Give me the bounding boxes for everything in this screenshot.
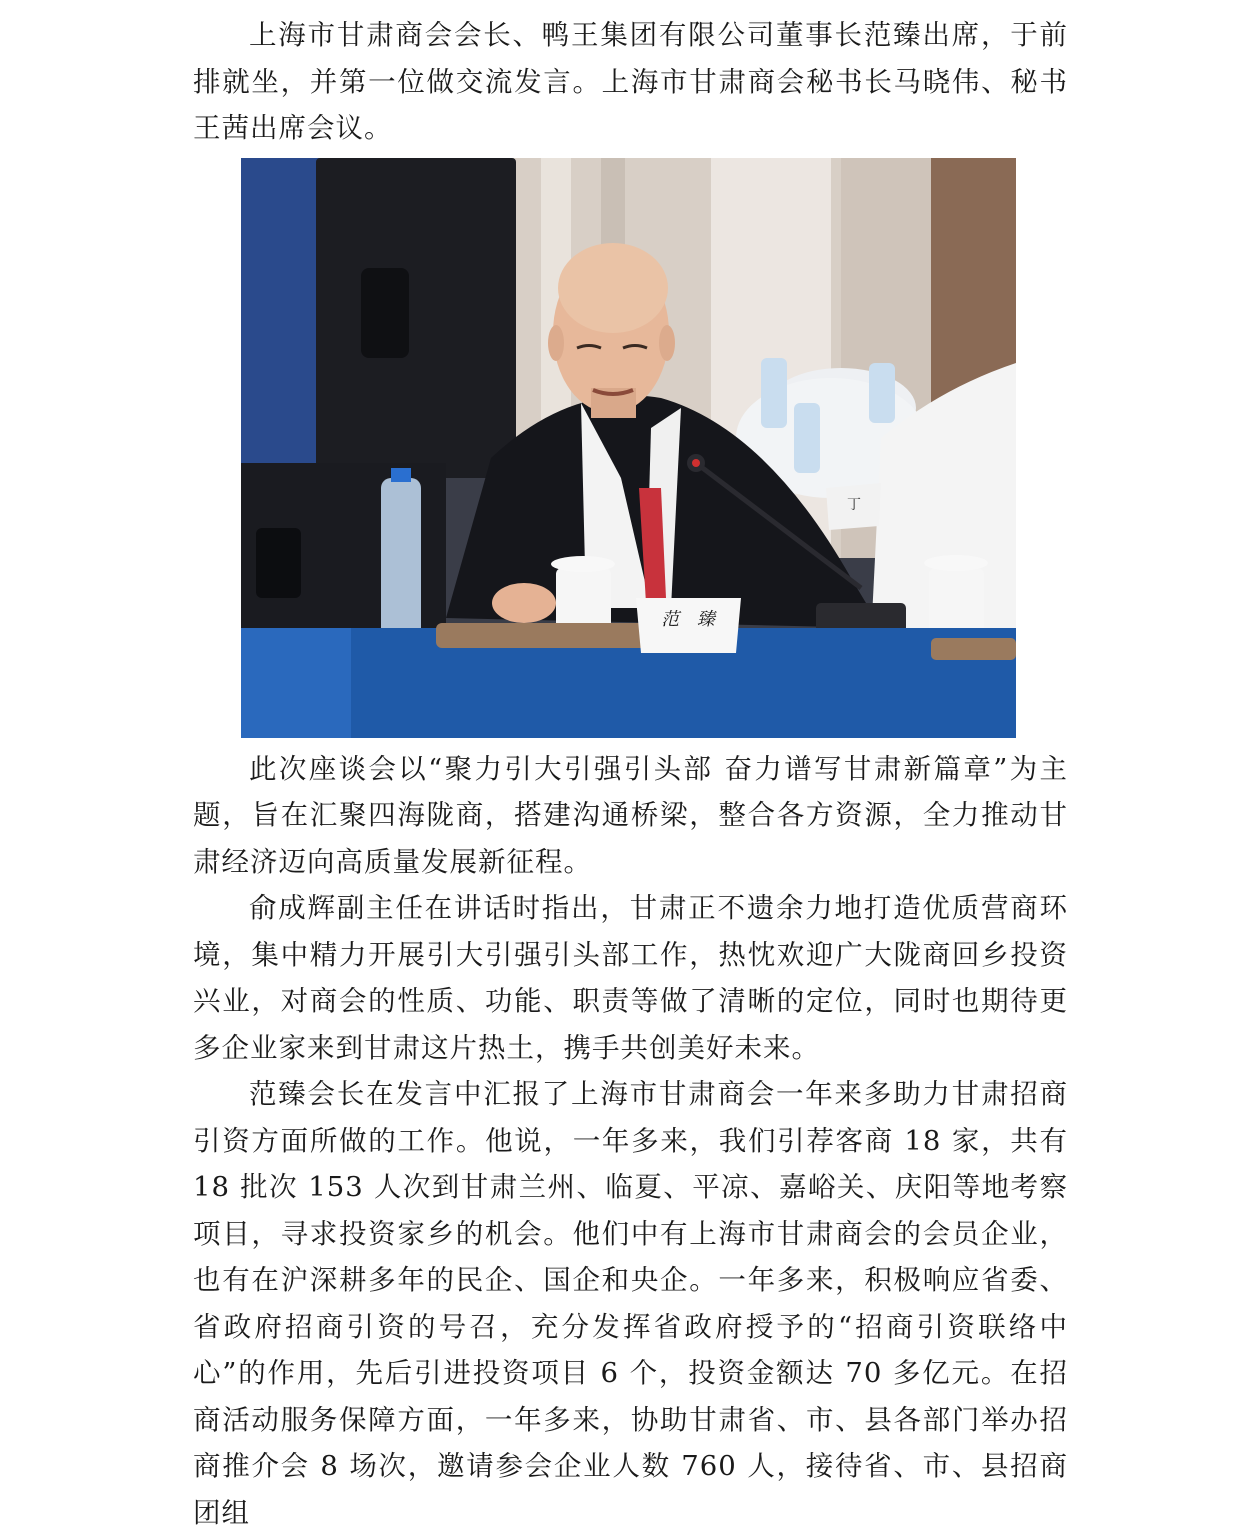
nameplate-label: 范 臻 xyxy=(661,608,721,630)
paragraph-fan-report: 范臻会长在发言中汇报了上海市甘肃商会一年来多助力甘肃招商引资方面所做的工作。他说，一年多来，我们引荐客商 18 家，共有 18 批次 153 人次到甘肃兰州、临夏、平凉、嘉峪关、庆阳等地考察项目，寻求投资家乡的机会。他们中有上海市甘肃商会的会员企业，也有在沪深耕多年的民企、国企和央企。一年多来，积极响应省委、省政府招商引资的号召，充分发挥省政府授予的“招商引资联络中心”的作用，先后引进投资项目 6 个，投资金额达 70 多亿元。在招商活动服务保障方面，一年多来，协助甘肃省、市、县各部门举办招商推介会 8 场次，邀请参会企业人数 760 人，接待省、市、县招商团组 xyxy=(193,1078,1068,1529)
paragraph-theme: 此次座谈会以“聚力引大引强引头部 奋力谱写甘肃新篇章”为主题，旨在汇聚四海陇商，搭建沟通桥梁，整合各方资源，全力推动甘肃经济迈向高质量发展新征程。 xyxy=(193,752,1068,878)
paragraph-attendance: 上海市甘肃商会会长、鸭王集团有限公司董事长范臻出席，于前排就坐，并第一位做交流发言。上海市甘肃商会秘书长马晓伟、秘书王茜出席会议。 xyxy=(193,19,1068,144)
side-card-label: 丁 xyxy=(847,496,861,513)
article-body xyxy=(193,12,1068,1536)
meeting-photo xyxy=(241,158,1016,738)
paragraph-yu-speech: 俞成辉副主任在讲话时指出，甘肃正不遗余力地打造优质营商环境，集中精力开展引大引强引头部工作，热忱欢迎广大陇商回乡投资兴业，对商会的性质、功能、职责等做了清晰的定位，同时也期待更多企业家来到甘肃这片热土，携手共创美好未来。 xyxy=(193,892,1068,1064)
